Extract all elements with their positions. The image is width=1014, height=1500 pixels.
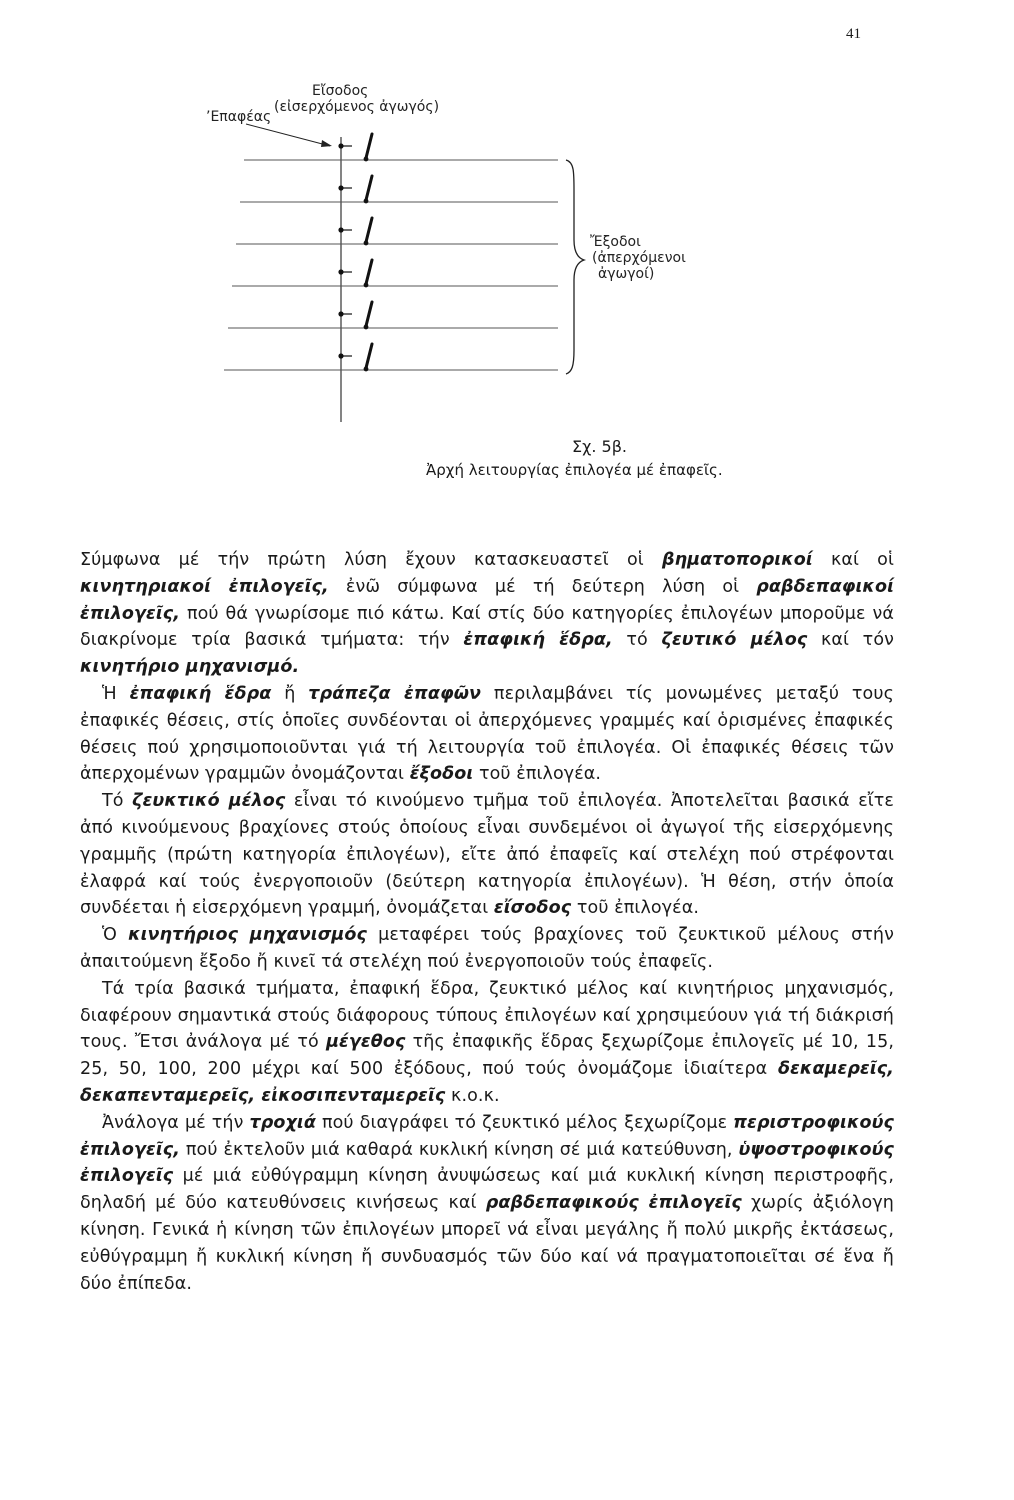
emphasized-term: τράπεζα ἐπαφῶν	[308, 683, 482, 704]
input-label-title: Εἴσοδος	[312, 83, 369, 99]
contact-row	[240, 176, 558, 203]
text-run: πού θά γνωρίσομε πιό κάτω. Καί στίς δύο κατηγορίες ἐπιλογέων μποροῦμε νά διακρίνομε τρία βασικά τμήματα: τήν	[80, 603, 894, 651]
emphasized-term: κινητηριακοί ἐπιλογεῖς,	[80, 576, 329, 597]
emphasized-term: ζευτικό μέλος	[661, 630, 808, 651]
text-run: πού ἐκτελοῦν μιά καθαρά κυκλική κίνηση σέ μιά κατεύθυνση,	[180, 1139, 739, 1160]
emphasized-term: περιστροφικούς ἐπιλογεῖς,	[80, 1112, 894, 1160]
contact-row	[224, 344, 558, 371]
contact-spring-arm	[366, 344, 372, 368]
text-run: Ἡ	[102, 683, 130, 704]
paragraph	[80, 1110, 894, 1298]
outputs-label-sub2: ἀγωγοί)	[598, 266, 655, 282]
figure-caption: Ἀρχή λειτουργίας ἐπιλογέα μέ ἐπαφεῖς.	[426, 461, 723, 479]
contact-spring-arm	[366, 260, 372, 284]
emphasized-term: ραβδεπαφικοί ἐπιλογεῖς,	[80, 576, 894, 624]
emphasized-term: μέγεθος	[326, 1032, 406, 1053]
text-run: πού διαγράφει τό ζευκτικό μέλος ξεχωρίζομε	[315, 1112, 734, 1133]
text-run: Σύμφωνα μέ τήν πρώτη λύση ἔχουν κατασκευαστεῖ οἱ	[80, 550, 662, 570]
emphasized-term: ἐπαφική ἕδρα	[129, 683, 272, 704]
text-run: μεταφέρει τούς βραχίονες τοῦ ζευκτικοῦ μέλους στήν ἀπαιτούμενη ἔξοδο ἤ κινεῖ τά στελέχη πού ἐνεργοποιοῦν τούς ἐπαφεῖς.	[80, 925, 894, 972]
contact-spring-arm	[366, 218, 372, 242]
contact-row	[244, 134, 558, 161]
text-run: εἶναι τό κινούμενο τμῆμα τοῦ ἐπιλογέα. Ἀποτελεῖται βασικά εἴτε ἀπό κινούμενους βραχίονες στούς ὁποίους εἶναι συνδεμένοι οἱ ἀγωγοί τῆς εἰσερχόμενης γραμμῆς (πρώτη κατηγορία ἐπιλογέων), εἴτε ἀπό ἐπαφεῖς καί στελέχη πού στρέφονται ἐλαφρά καί τούς ἐνεργοποιοῦν (δεύτερη κατηγορία ἐπιλογέων). Ἡ θέση, στήν ὁποία συνδέεται ἡ εἰσερχόμενη γραμμή, ὀνομάζεται	[80, 791, 894, 919]
text-run: ἐνῶ σύμφωνα μέ τή δεύτερη λύση οἱ	[328, 576, 757, 597]
outputs-label-title: Ἔξοδοι	[590, 234, 641, 250]
figure-number: Σχ. 5β.	[572, 437, 627, 456]
emphasized-term: ὑψοστροφικούς ἐπιλογεῖς	[80, 1139, 894, 1187]
contact-row	[236, 218, 558, 245]
emphasized-term: ἐπαφική ἕδρα,	[463, 630, 613, 651]
contact-spring-arm	[366, 134, 372, 158]
text-run: Ἀνάλογα μέ τήν	[102, 1112, 250, 1133]
text-run: Τά τρία βασικά τμήματα, ἐπαφική ἕδρα, ζευκτικό μέλος καί κινητήριος μηχανισμός, διαφέρουν σημαντικά στούς διάφορους τύπους ἐπιλογέων καί χρησιμεύουν γιά τή διάκρισή τους. Ἔτσι ἀνάλογα μέ τό	[80, 978, 894, 1053]
text-run: καί τόν	[807, 630, 894, 651]
contact-rows	[224, 134, 558, 371]
contact-tip	[364, 283, 369, 288]
emphasized-term: βηματοπορικοί	[661, 550, 813, 570]
paragraph	[80, 976, 894, 1110]
body-text	[80, 547, 894, 1297]
contact-pointer-line	[246, 124, 330, 146]
contact-spring-arm	[366, 176, 372, 200]
emphasized-term: κινητήριος μηχανισμός	[128, 925, 367, 946]
emphasized-term: ἔξοδοι	[409, 764, 474, 785]
contact-tip	[364, 325, 369, 330]
text-run: κ.ο.κ.	[445, 1085, 500, 1106]
contact-spring-arm	[366, 302, 372, 326]
text-run: τοῦ ἐπιλογέα.	[571, 898, 700, 919]
emphasized-term: ραβδεπαφικούς ἐπιλογεῖς	[485, 1193, 742, 1214]
text-run: ἤ	[271, 683, 309, 704]
emphasized-term: τροχιά	[249, 1112, 316, 1133]
contact-tip	[364, 199, 369, 204]
paragraph	[80, 681, 894, 788]
contact-label: ’Επαφέας	[206, 109, 272, 125]
contact-tip	[364, 157, 369, 162]
paragraph	[80, 788, 894, 922]
contact-tip	[364, 241, 369, 246]
emphasized-term: δεκαμερεῖς, δεκαπενταμερεῖς, εἰκοσιπενταμερεῖς	[80, 1059, 894, 1106]
text-run: τῆς ἐπαφικῆς ἕδρας ξεχωρίζομε ἐπιλογεῖς μέ 10, 15, 25, 50, 100, 200 μέχρι καί 500 ἐξόδους, πού τούς ὀνομάζομε ἰδιαίτερα	[80, 1032, 894, 1080]
contact-row	[232, 260, 558, 287]
text-run: περιλαμβάνει τίς μονωμένες μεταξύ τους ἐπαφικές θέσεις, στίς ὁποῖες συνδέονται οἱ ἀπερχόμενες γραμμές καί ὁρισμένες ἐπαφικές θέσεις πού χρησιμοποιοῦνται γιά τή λειτουργία τοῦ ἐπιλογέα. Οἱ ἐπαφικές θέσεις τῶν ἀπερχομένων γραμμῶν ὀνομάζονται	[80, 683, 894, 785]
text-run: Ὁ	[102, 925, 129, 946]
emphasized-term: κινητήριο μηχανισμό.	[80, 657, 300, 678]
text-run: τοῦ ἐπιλογέα.	[473, 764, 602, 785]
text-run: Τό	[102, 791, 133, 812]
text-run: μέ μιά εὐθύγραμμη κίνηση ἀνυψώσεως καί μιά κυκλική κίνηση περιστροφῆς, δηλαδή μέ δύο κατευθύνσεις κινήσεως καί	[80, 1166, 894, 1214]
paragraph	[80, 547, 894, 681]
outputs-brace	[566, 160, 584, 374]
page-number: 41	[846, 26, 861, 42]
paragraph	[80, 922, 894, 976]
outputs-label-sub1: (ἀπερχόμενοι	[592, 250, 686, 266]
text-run: τό	[612, 630, 662, 651]
emphasized-term: ζευκτικό μέλος	[132, 791, 286, 812]
contact-row	[228, 302, 558, 329]
text-run: χωρίς ἀξιόλογη κίνηση. Γενικά ἡ κίνηση τῶν ἐπιλογέων μπορεῖ νά εἶναι μεγάλης ἤ πολύ μικρῆς ἐκτάσεως, εὐθύγραμμη ἤ κυκλική κίνηση ἤ συνδυασμός τῶν δύο καί νά πραγματοποιεῖται σέ ἕνα ἤ δύο ἐπίπεδα.	[80, 1193, 895, 1294]
contact-tip	[364, 367, 369, 372]
text-run: καί οἱ	[812, 550, 894, 570]
selector-contacts-figure	[0, 0, 1014, 430]
contact-pointer-arrowhead	[321, 140, 332, 147]
emphasized-term: εἴσοδος	[493, 898, 572, 919]
input-label-sub: (εἰσερχόμενος ἀγωγός)	[274, 99, 440, 115]
